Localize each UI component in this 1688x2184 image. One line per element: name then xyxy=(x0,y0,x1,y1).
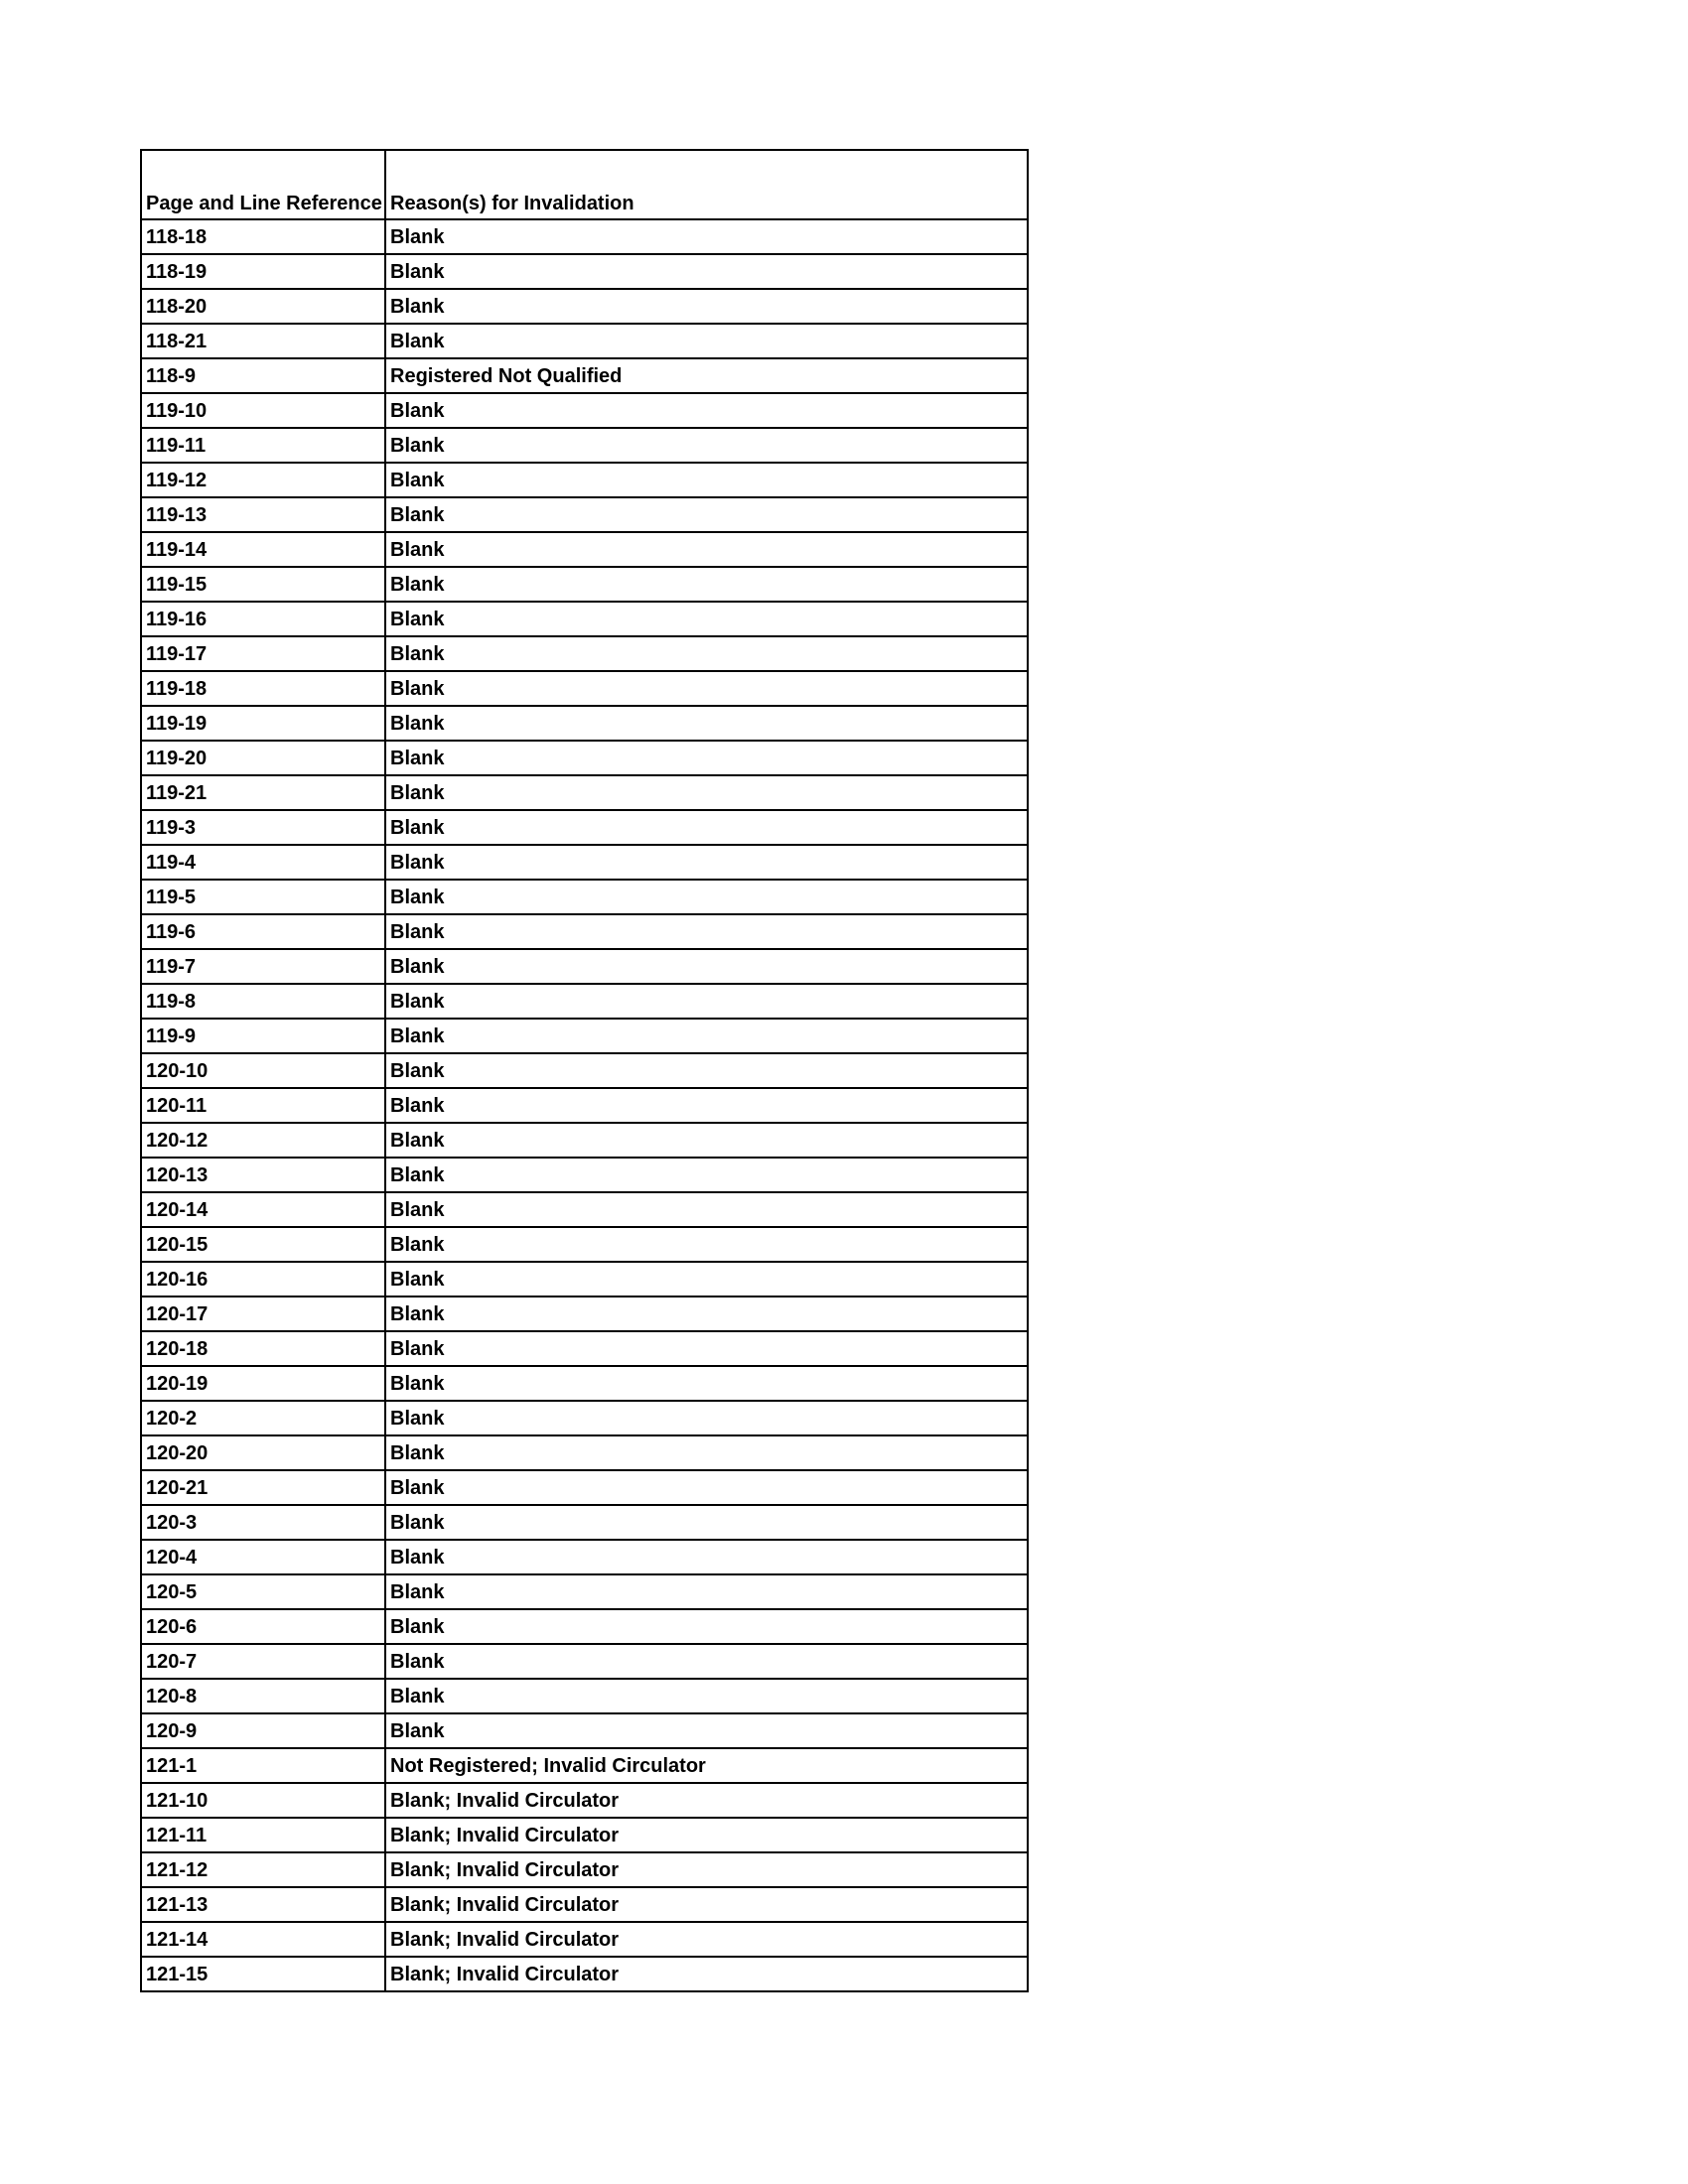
page-line-reference-cell: 119-10 xyxy=(141,393,385,428)
table-row xyxy=(141,463,1028,497)
table-row xyxy=(141,1053,1028,1088)
reason-cell: Blank xyxy=(385,1644,1028,1679)
page-line-reference-cell: 119-6 xyxy=(141,914,385,949)
table-row xyxy=(141,1922,1028,1957)
reason-cell: Not Registered; Invalid Circulator xyxy=(385,1748,1028,1783)
reason-cell: Blank xyxy=(385,1053,1028,1088)
page-line-reference-cell: 118-18 xyxy=(141,219,385,254)
reason-cell: Blank xyxy=(385,775,1028,810)
table-row xyxy=(141,1748,1028,1783)
reason-cell: Blank xyxy=(385,1123,1028,1158)
reason-cell: Blank xyxy=(385,1158,1028,1192)
table-row xyxy=(141,1470,1028,1505)
page-line-reference-cell: 120-10 xyxy=(141,1053,385,1088)
table-row xyxy=(141,1783,1028,1818)
page-line-reference-cell: 119-14 xyxy=(141,532,385,567)
page-line-reference-cell: 119-20 xyxy=(141,741,385,775)
reason-cell: Blank; Invalid Circulator xyxy=(385,1922,1028,1957)
reason-cell: Blank xyxy=(385,1435,1028,1470)
page-line-reference-cell: 120-3 xyxy=(141,1505,385,1540)
reason-cell: Blank xyxy=(385,984,1028,1019)
page-line-reference-cell: 120-12 xyxy=(141,1123,385,1158)
invalidation-table xyxy=(140,149,1029,1992)
reason-cell: Blank xyxy=(385,810,1028,845)
reason-cell: Blank xyxy=(385,1192,1028,1227)
page-line-reference-cell: 119-19 xyxy=(141,706,385,741)
table-row xyxy=(141,1435,1028,1470)
table-row xyxy=(141,1818,1028,1852)
reason-cell: Blank xyxy=(385,949,1028,984)
page-line-reference-cell: 120-2 xyxy=(141,1401,385,1435)
page-line-reference-cell: 119-3 xyxy=(141,810,385,845)
table-row xyxy=(141,1297,1028,1331)
table-row xyxy=(141,706,1028,741)
table-row xyxy=(141,914,1028,949)
reason-cell: Blank xyxy=(385,1331,1028,1366)
table-row xyxy=(141,532,1028,567)
page-line-reference-cell: 120-9 xyxy=(141,1713,385,1748)
reason-cell: Blank xyxy=(385,463,1028,497)
table-body xyxy=(141,219,1028,1991)
reason-cell: Registered Not Qualified xyxy=(385,358,1028,393)
reason-cell: Blank xyxy=(385,1470,1028,1505)
table-row xyxy=(141,1227,1028,1262)
reason-cell: Blank; Invalid Circulator xyxy=(385,1783,1028,1818)
page-line-reference-cell: 121-15 xyxy=(141,1957,385,1991)
page-line-reference-cell: 121-12 xyxy=(141,1852,385,1887)
table-row xyxy=(141,1609,1028,1644)
table-row xyxy=(141,1401,1028,1435)
reason-cell: Blank; Invalid Circulator xyxy=(385,1887,1028,1922)
table-row xyxy=(141,1192,1028,1227)
reason-cell: Blank xyxy=(385,567,1028,602)
table-row xyxy=(141,1019,1028,1053)
page-line-reference-cell: 121-1 xyxy=(141,1748,385,1783)
table-row xyxy=(141,1331,1028,1366)
page-line-reference-cell: 119-7 xyxy=(141,949,385,984)
page-line-reference-cell: 120-4 xyxy=(141,1540,385,1574)
table-row xyxy=(141,567,1028,602)
reason-cell: Blank xyxy=(385,1227,1028,1262)
reason-cell: Blank; Invalid Circulator xyxy=(385,1852,1028,1887)
reason-cell: Blank xyxy=(385,1505,1028,1540)
page-line-reference-cell: 120-5 xyxy=(141,1574,385,1609)
table-row xyxy=(141,393,1028,428)
table-row xyxy=(141,1366,1028,1401)
table-row xyxy=(141,358,1028,393)
reason-cell: Blank xyxy=(385,1540,1028,1574)
reason-cell: Blank xyxy=(385,1366,1028,1401)
page-line-reference-cell: 120-18 xyxy=(141,1331,385,1366)
table-row xyxy=(141,219,1028,254)
table-row xyxy=(141,1262,1028,1297)
page-line-reference-cell: 119-11 xyxy=(141,428,385,463)
reason-cell: Blank xyxy=(385,1262,1028,1297)
page-line-reference-cell: 119-18 xyxy=(141,671,385,706)
reason-cell: Blank xyxy=(385,1088,1028,1123)
reason-cell: Blank xyxy=(385,219,1028,254)
table-header-row xyxy=(141,150,1028,219)
page-line-reference-cell: 120-6 xyxy=(141,1609,385,1644)
table-row xyxy=(141,1088,1028,1123)
table-row xyxy=(141,289,1028,324)
reason-cell: Blank xyxy=(385,497,1028,532)
page-line-reference-cell: 118-19 xyxy=(141,254,385,289)
table-row xyxy=(141,984,1028,1019)
page-line-reference-cell: 120-13 xyxy=(141,1158,385,1192)
page-line-reference-cell: 119-21 xyxy=(141,775,385,810)
table-row xyxy=(141,602,1028,636)
page-line-reference-cell: 119-8 xyxy=(141,984,385,1019)
reason-cell: Blank xyxy=(385,532,1028,567)
table-row xyxy=(141,1574,1028,1609)
reason-cell: Blank; Invalid Circulator xyxy=(385,1818,1028,1852)
table-row xyxy=(141,880,1028,914)
page-line-reference-cell: 119-16 xyxy=(141,602,385,636)
page-line-reference-cell: 121-13 xyxy=(141,1887,385,1922)
page-line-reference-cell: 120-20 xyxy=(141,1435,385,1470)
table-row xyxy=(141,254,1028,289)
table-row xyxy=(141,1158,1028,1192)
reason-cell: Blank xyxy=(385,636,1028,671)
table-row xyxy=(141,845,1028,880)
reason-cell: Blank xyxy=(385,1297,1028,1331)
reason-cell: Blank xyxy=(385,1713,1028,1748)
header-page-line-reference: Page and Line Reference xyxy=(141,150,385,219)
page-line-reference-cell: 118-20 xyxy=(141,289,385,324)
reason-cell: Blank xyxy=(385,393,1028,428)
page-line-reference-cell: 120-21 xyxy=(141,1470,385,1505)
page-line-reference-cell: 119-12 xyxy=(141,463,385,497)
reason-cell: Blank xyxy=(385,706,1028,741)
reason-cell: Blank xyxy=(385,914,1028,949)
page-line-reference-cell: 120-11 xyxy=(141,1088,385,1123)
page-line-reference-cell: 120-14 xyxy=(141,1192,385,1227)
reason-cell: Blank xyxy=(385,1574,1028,1609)
page-line-reference-cell: 118-9 xyxy=(141,358,385,393)
reason-cell: Blank xyxy=(385,289,1028,324)
reason-cell: Blank xyxy=(385,428,1028,463)
reason-cell: Blank xyxy=(385,324,1028,358)
page-line-reference-cell: 118-21 xyxy=(141,324,385,358)
table-row xyxy=(141,1540,1028,1574)
page-line-reference-cell: 121-14 xyxy=(141,1922,385,1957)
table-row xyxy=(141,1123,1028,1158)
table-row xyxy=(141,1713,1028,1748)
reason-cell: Blank xyxy=(385,1609,1028,1644)
reason-cell: Blank xyxy=(385,671,1028,706)
header-reasons-for-invalidation: Reason(s) for Invalidation xyxy=(385,150,1028,219)
reason-cell: Blank; Invalid Circulator xyxy=(385,1957,1028,1991)
table-row xyxy=(141,671,1028,706)
table-row xyxy=(141,775,1028,810)
reason-cell: Blank xyxy=(385,602,1028,636)
page-line-reference-cell: 119-4 xyxy=(141,845,385,880)
page-line-reference-cell: 120-7 xyxy=(141,1644,385,1679)
table-row xyxy=(141,741,1028,775)
table-row xyxy=(141,636,1028,671)
reason-cell: Blank xyxy=(385,880,1028,914)
page-line-reference-cell: 119-17 xyxy=(141,636,385,671)
reason-cell: Blank xyxy=(385,254,1028,289)
page-line-reference-cell: 119-5 xyxy=(141,880,385,914)
table-row xyxy=(141,1679,1028,1713)
reason-cell: Blank xyxy=(385,1679,1028,1713)
page-line-reference-cell: 121-11 xyxy=(141,1818,385,1852)
page-line-reference-cell: 119-13 xyxy=(141,497,385,532)
table-row xyxy=(141,497,1028,532)
reason-cell: Blank xyxy=(385,741,1028,775)
page-line-reference-cell: 119-15 xyxy=(141,567,385,602)
table-row xyxy=(141,324,1028,358)
table-row xyxy=(141,949,1028,984)
table-row xyxy=(141,1957,1028,1991)
table-row xyxy=(141,428,1028,463)
table-row xyxy=(141,1852,1028,1887)
reason-cell: Blank xyxy=(385,1019,1028,1053)
page-line-reference-cell: 120-16 xyxy=(141,1262,385,1297)
page-line-reference-cell: 121-10 xyxy=(141,1783,385,1818)
table-row xyxy=(141,1644,1028,1679)
page-line-reference-cell: 120-17 xyxy=(141,1297,385,1331)
table-row xyxy=(141,1887,1028,1922)
table-row xyxy=(141,810,1028,845)
page-line-reference-cell: 120-19 xyxy=(141,1366,385,1401)
reason-cell: Blank xyxy=(385,1401,1028,1435)
page-line-reference-cell: 120-15 xyxy=(141,1227,385,1262)
table-row xyxy=(141,1505,1028,1540)
page-line-reference-cell: 119-9 xyxy=(141,1019,385,1053)
page-line-reference-cell: 120-8 xyxy=(141,1679,385,1713)
reason-cell: Blank xyxy=(385,845,1028,880)
